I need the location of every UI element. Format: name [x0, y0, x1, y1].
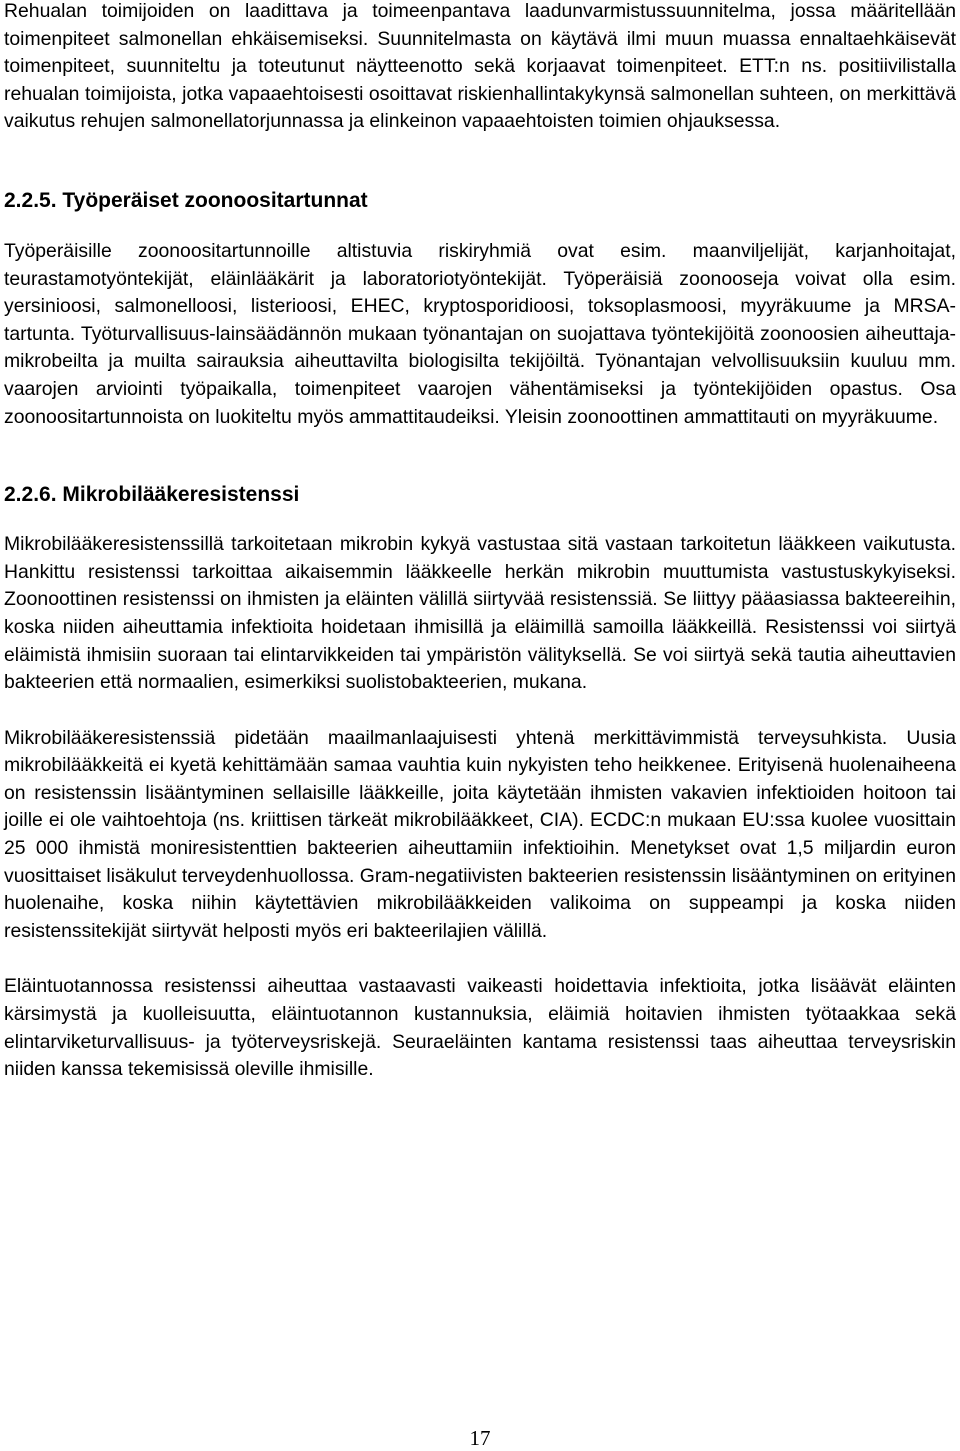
document-page	[4, 0, 956, 1084]
antimicrobial-resistance-paragraph-1: Mikrobilääkeresistenssillä tarkoitetaan mikrobin kykyä vastustaa sitä vastaan tarkoitetun lääkkeen vaikutusta. Hankittu resistenssi tarkoittaa aikaisemmin lääkkeelle herkän mikrobin muuttumista vastustuskykyiseksi. Zoonoottinen resistenssi on ihmisten ja eläinten välillä siirtyvää resistenssiä. Se liittyy pääasiassa bakteereihin, koska niiden aiheuttamia infektioita hoidetaan ihmisillä ja eläimillä samoilla lääkkeillä. Resistenssi voi siirtyä eläimistä ihmisiin suoraan tai elintarvikkeiden tai ympäristön välityksellä. Se voi siirtyä sekä tautia aiheuttavien bakteerien että normaalien, esimerkiksi suolistobakteerien, mukana.	[4, 533, 956, 694]
section-heading-2-2-5: 2.2.5. Työperäiset zoonoositartunnat	[4, 188, 368, 212]
antimicrobial-resistance-paragraph-2: Mikrobilääkeresistenssiä pidetään maailmanlaajuisesti yhtenä merkittävimmistä terveysuhkista. Uusia mikrobilääkkeitä ei kyetä kehittämään samaa vauhtia kuin nykyisten teho heikkenee. Erityisenä huolenaiheena on resistenssin lisääntyminen sellaisille lääkkeille, joita käytetään ihmisten vakavien infektioiden hoitoon tai joille ei ole vaihtoehtoja (ns. kriittisen tärkeät mikrobilääkkeet, CIA). ECDC:n mukaan EU:ssa kuolee vuosittain 25 000 ihmistä moniresistenttien bakteerien aiheuttamiin infektioihin. Menetykset ovat 1,5 miljardin euron vuosittaiset lisäkulut terveydenhuollossa. Gram-negatiivisten bakteerien resistenssin lisääntyminen on erityinen huolenaihe, koska niihin käytettävien mikrobilääkkeiden valikoima on suppeampi ja koska niiden resistenssitekijät siirtyvät helposti myös eri bakteerilajien välillä.	[4, 726, 956, 942]
antimicrobial-resistance-paragraph-3: Eläintuotannossa resistenssi aiheuttaa vastaavasti vaikeasti hoidettavia infektioita, jotka lisäävät eläinten kärsimystä ja kuolleisuutta, eläintuotannon kustannuksia, eläimiä hoitavien ihmisten työtaakkaa sekä elintarviketurvallisuus- ja työterveysriskejä. Seuraeläinten kantama resistenssi taas aiheuttaa terveysriskin niiden kanssa tekemisissä oleville ihmisille.	[4, 975, 956, 1081]
occupational-zoonoses-paragraph: Työperäisille zoonoositartunnoille altistuvia riskiryhmiä ovat esim. maanviljelijät, karjanhoitajat, teurastamotyöntekijät, eläinlääkärit ja laboratoriotyöntekijät. Työperäisiä zoonooseja voivat olla esim. yersinioosi, salmonelloosi, listerioosi, EHEC, kryptosporidioosi, toksoplasmoosi, myyräkuume ja MRSA-tartunta. Työturvallisuus-lainsäädännön mukaan työnantajan on suojattava työntekijöitä zoonoosien aiheuttaja-mikrobeilta ja muilta sairauksia aiheuttavilta biologisilta tekijöiltä. Työnantajan velvollisuuksiin kuuluu mm. vaarojen arviointi työpaikalla, toimenpiteet vaarojen vähentämiseksi ja työntekijöiden opastus. Osa zoonoositartunnoista on luokiteltu myös ammattitaudeiksi. Yleisin zoonoottinen ammattitauti on myyräkuume.	[4, 239, 956, 428]
page-number: 17	[469, 1426, 491, 1450]
section-heading-2-2-6: 2.2.6. Mikrobilääkeresistenssi	[4, 483, 300, 507]
intro-paragraph: Rehualan toimijoiden on laadittava ja toimeenpantava laadunvarmistussuunnitelma, jossa määritellään toimenpiteet salmonellan ehkäisemiseksi. Suunnitelmasta on käytävä ilmi muun muassa ennaltaehkäisevät toimenpiteet, suunniteltu ja toteutunut näytteenotto sekä korjaavat toimenpiteet. ETT:n ns. positiivilistalla rehualan toimijoista, jotka vapaaehtoisesti osoittavat riskienhallintakykynsä salmonellan suhteen, on merkittävä vaikutus rehujen salmonellatorjunnassa ja elinkeinon vapaaehtoisten toimien ohjauksessa.	[4, 0, 956, 133]
